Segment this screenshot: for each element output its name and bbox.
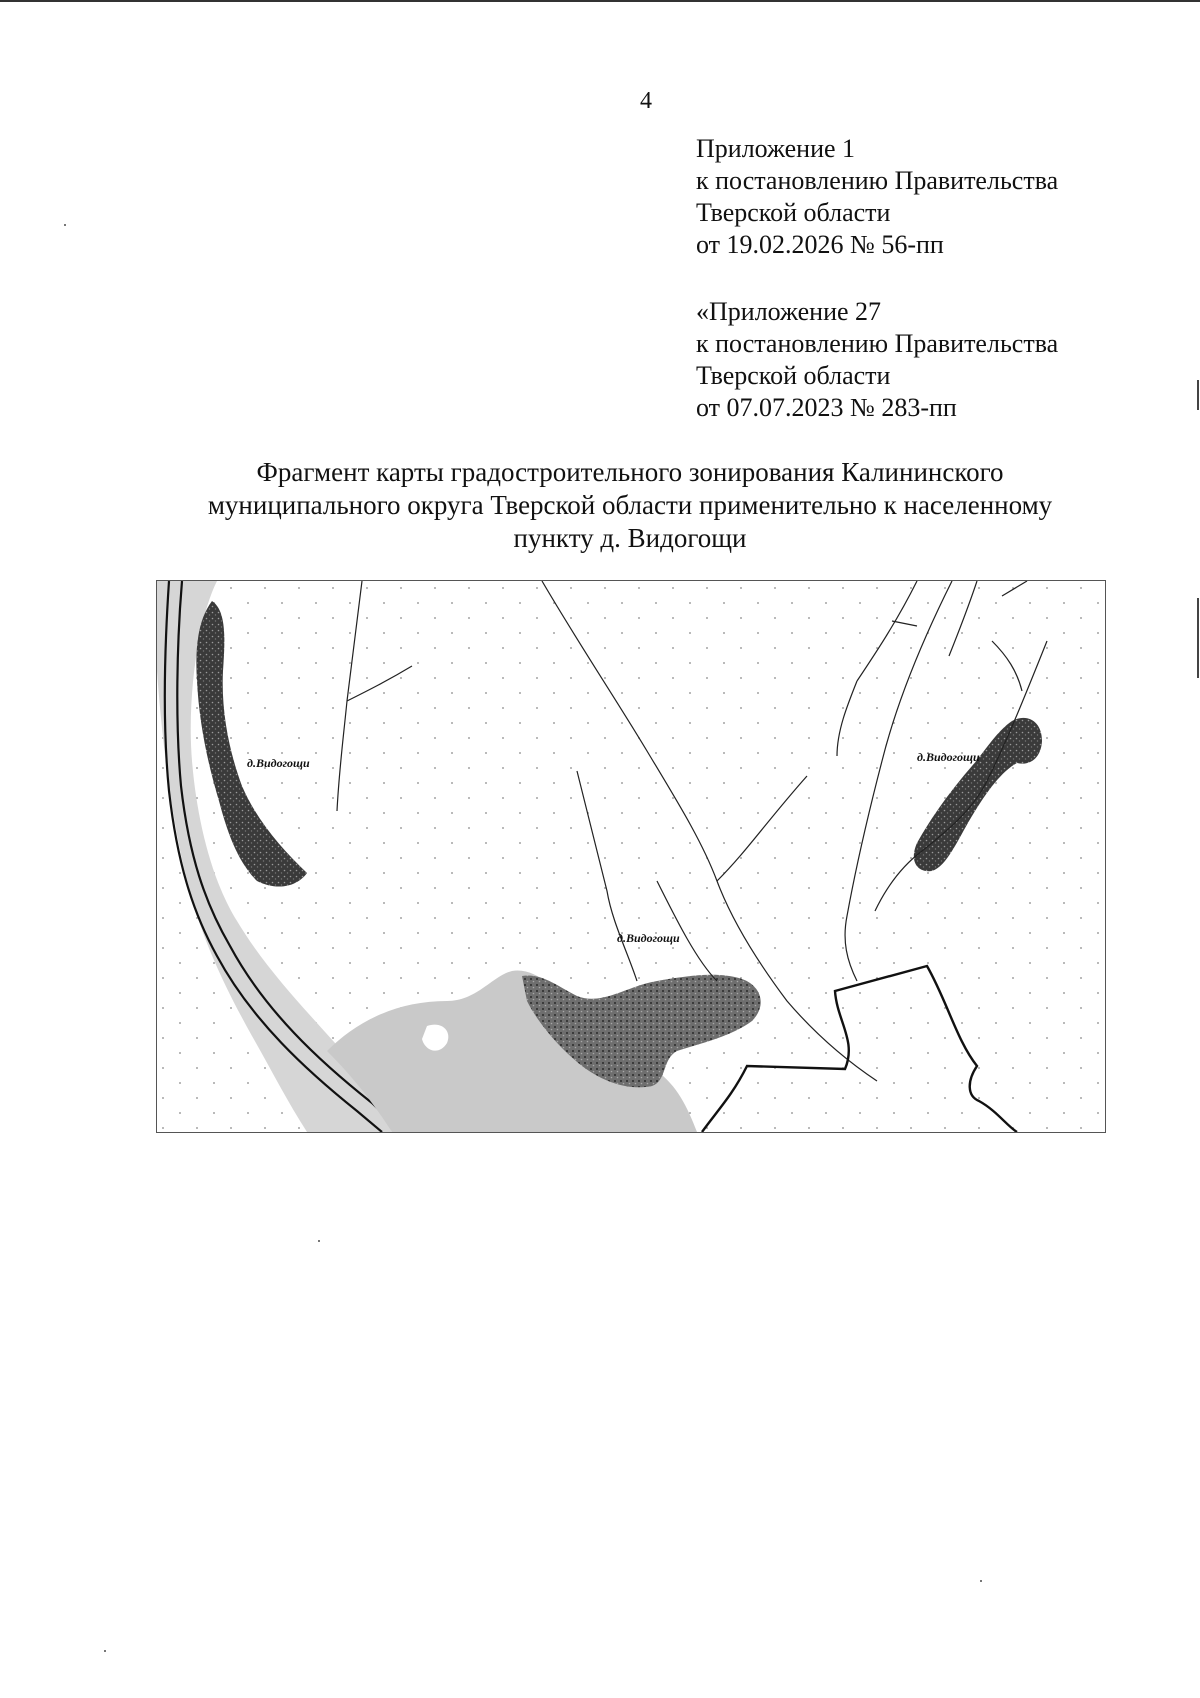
- zoning-map: [156, 580, 1106, 1133]
- map-title: [150, 456, 1110, 555]
- appendix-amended-title: «Приложение 27: [696, 297, 882, 326]
- map-title-line-1: Фрагмент карты градостроительного зонирования Калининского: [256, 457, 1004, 487]
- scan-edge-mark-1: [1197, 380, 1199, 410]
- appendix-current-date: от 19.02.2026 № 56-пп: [696, 230, 944, 259]
- map-label-east: д.Видогощи: [917, 750, 980, 764]
- scan-speck-2: [104, 1650, 106, 1652]
- appendix-amended-date: от 07.07.2023 № 283-пп: [696, 393, 957, 422]
- scan-speck-3: [980, 1580, 982, 1582]
- appendix-amended-ref: к постановлению Правительства: [696, 329, 1059, 358]
- appendix-current-block: [696, 133, 1058, 261]
- appendix-current-ref: к постановлению Правительства: [696, 166, 1059, 195]
- map-title-line-2: муниципального округа Тверской области применительно к населенному: [207, 490, 1053, 520]
- page-top-edge: [0, 0, 1200, 2]
- appendix-amended-region: Тверской области: [696, 361, 891, 390]
- scan-speck-4: [64, 224, 66, 226]
- zoning-map-canvas: [157, 581, 1105, 1132]
- map-title-line-3: пункту д. Видогощи: [513, 523, 747, 553]
- scan-edge-mark-2: [1197, 598, 1199, 678]
- appendix-amended-block: [696, 296, 1058, 424]
- appendix-current-region: Тверской области: [696, 198, 891, 227]
- map-label-south: д.Видогощи: [617, 931, 680, 945]
- map-label-west: д.Видогощи: [247, 756, 310, 770]
- appendix-current-title: Приложение 1: [696, 134, 856, 163]
- page-number: 4: [640, 88, 652, 114]
- scan-speck-1: [318, 1240, 320, 1242]
